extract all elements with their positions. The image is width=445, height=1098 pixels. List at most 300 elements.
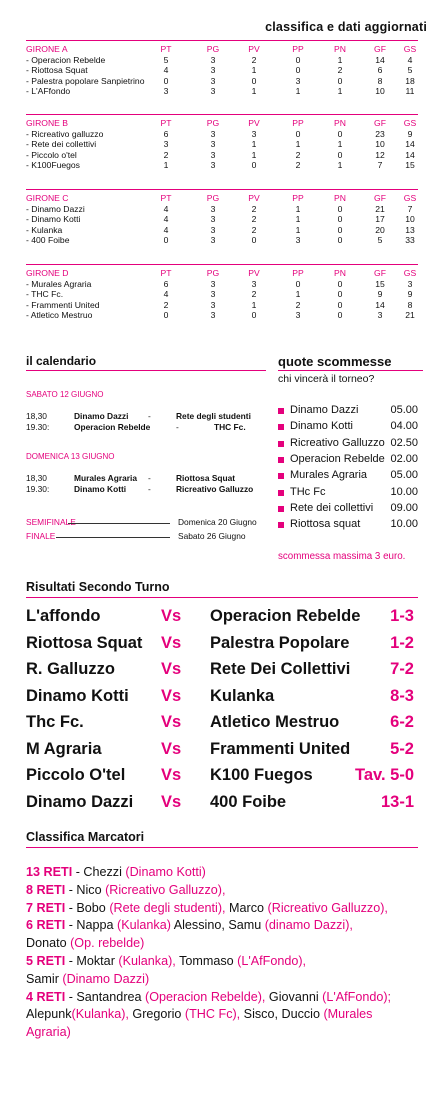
- stat-cell: 21: [375, 204, 385, 214]
- quote-row: [278, 452, 420, 467]
- result-away: K100 Fuegos: [210, 766, 313, 784]
- final-date: Domenica 20 Giugno: [178, 517, 257, 527]
- stat-cell: 15: [405, 159, 415, 170]
- scorer-team: (Kulanka),: [118, 954, 176, 968]
- header-title: classifica e dati aggiornati: [265, 20, 427, 34]
- stat-cell: 3: [295, 75, 301, 86]
- stat-cell: 5: [377, 234, 383, 245]
- stat-cell: 2: [251, 224, 257, 235]
- stat-cell: 3: [251, 279, 257, 289]
- scorer-team: (Kulanka),: [71, 1007, 129, 1022]
- stat-cell: 3: [210, 149, 216, 160]
- stat-cell: 2: [337, 65, 343, 76]
- quote-title: quote scommesse: [278, 354, 392, 369]
- match-time: 18,30: [26, 473, 47, 483]
- stat-cell: 0: [295, 129, 301, 139]
- scorer-line: [26, 900, 426, 917]
- quote-row: [278, 501, 420, 516]
- result-vs: Vs: [161, 792, 182, 811]
- group-name: GIRONE D: [26, 268, 69, 278]
- stat-cell: 3: [295, 234, 301, 245]
- scorer-name: - Nappa: [65, 918, 118, 933]
- bullet-square-icon: [278, 506, 284, 512]
- result-away: Frammenti United: [210, 739, 351, 758]
- stat-cell: 4: [163, 65, 169, 76]
- stat-cell: 0: [337, 149, 343, 160]
- scorer-team: (Ricreativo Galluzzo),: [105, 882, 226, 897]
- scorer-line: [26, 935, 426, 952]
- scorer-team: Agraria): [26, 1025, 71, 1040]
- quote-row: [278, 436, 420, 451]
- stat-cell: 0: [163, 75, 169, 86]
- column-header: PV: [248, 44, 260, 54]
- stat-cell: 15: [375, 279, 385, 289]
- stat-cell: 0: [337, 129, 343, 139]
- stat-cell: 3: [210, 75, 216, 86]
- group-divider: [26, 114, 418, 115]
- stat-cell: 3: [377, 309, 383, 320]
- column-header: GF: [374, 118, 386, 128]
- risultati-divider: [26, 597, 418, 598]
- stat-cell: 4: [407, 55, 413, 65]
- quote-odds: 05.00: [390, 469, 418, 482]
- stat-cell: 12: [375, 149, 385, 160]
- stat-cell: 0: [251, 234, 257, 245]
- stat-cell: 3: [210, 279, 216, 289]
- scorer-name: Samir: [26, 971, 63, 986]
- result-score: 7-2: [390, 660, 414, 678]
- scorer-line: [26, 971, 426, 988]
- stat-cell: 21: [405, 309, 415, 320]
- column-header: GS: [403, 118, 417, 128]
- result-vs: Vs: [161, 686, 182, 705]
- scorer-team: (Rete degli studenti),: [109, 900, 226, 915]
- result-score: 1-2: [390, 633, 414, 652]
- stat-cell: 0: [163, 234, 169, 245]
- result-row: [26, 631, 418, 655]
- scorer-team: (Op. rebelde): [70, 936, 145, 951]
- day-label: DOMENICA 13 GIUGNO: [26, 452, 115, 461]
- quote-team: Riottosa squat: [290, 518, 361, 531]
- stat-cell: 7: [407, 204, 413, 214]
- quote-row: [278, 419, 420, 434]
- match-away: Riottosa Squat: [176, 473, 236, 483]
- stat-cell: 3: [210, 129, 216, 139]
- stat-cell: 0: [163, 309, 169, 320]
- stat-cell: 3: [210, 65, 216, 76]
- stat-cell: 3: [295, 309, 301, 320]
- scorer-team: (L'AfFondo),: [237, 954, 307, 968]
- stat-cell: 1: [251, 65, 257, 76]
- goals-count: 4 RETI: [26, 989, 66, 1004]
- quote-odds: 04.00: [390, 420, 418, 433]
- stat-cell: 1: [251, 149, 257, 160]
- stat-cell: 1: [295, 204, 301, 214]
- quote-odds: 02.50: [390, 436, 418, 449]
- match-time: 18,30: [26, 411, 47, 421]
- stat-cell: 2: [295, 299, 301, 310]
- stat-cell: 0: [337, 234, 343, 245]
- quote-team: Operacion Rebelde: [290, 452, 385, 465]
- column-header: PT: [160, 44, 172, 54]
- result-vs: Vs: [161, 739, 182, 758]
- match-time: 19.30:: [26, 422, 50, 432]
- stat-cell: 10: [375, 139, 385, 150]
- stat-cell: 1: [295, 85, 301, 96]
- column-header: PG: [206, 193, 220, 203]
- scorer-team: (THC Fc),: [184, 1007, 241, 1022]
- stat-cell: 14: [375, 55, 385, 65]
- scorer-team: (dinamo Dazzi),: [264, 918, 353, 933]
- column-header: PN: [334, 268, 346, 278]
- final-label: FINALE: [26, 531, 56, 541]
- stat-cell: 0: [337, 204, 343, 214]
- stat-cell: 3: [210, 234, 216, 245]
- stat-cell: 9: [377, 289, 383, 300]
- bullet-square-icon: [278, 490, 284, 496]
- bullet-square-icon: [278, 408, 284, 414]
- stat-cell: 2: [251, 289, 257, 300]
- scorer-line: [26, 864, 426, 881]
- result-score: 13-1: [380, 792, 414, 811]
- stat-cell: 0: [337, 279, 343, 289]
- stat-cell: 3: [251, 129, 257, 139]
- scorer-name: Tommaso: [175, 954, 238, 968]
- result-score: 1-3: [390, 607, 414, 625]
- stat-cell: 1: [295, 289, 301, 300]
- quote-team: Murales Agraria: [290, 469, 368, 482]
- column-header: PG: [206, 268, 220, 278]
- team-name: - Palestra popolare Sanpietrino: [26, 75, 145, 86]
- stat-cell: 0: [337, 214, 343, 225]
- column-header: GS: [403, 44, 417, 54]
- goals-count: 6 RETI: [26, 918, 66, 933]
- quote-divider: [278, 370, 423, 371]
- stat-cell: 2: [163, 299, 169, 310]
- match-home: Operacion Rebelde: [74, 422, 151, 432]
- quote-team: Ricreativo Galluzzo: [290, 436, 385, 449]
- team-name: - Ricreativo galluzzo: [26, 129, 104, 139]
- stat-cell: 4: [163, 224, 169, 235]
- stat-cell: 2: [251, 55, 257, 65]
- scorer-team: (L'AfFondo);: [322, 989, 392, 1004]
- stat-cell: 9: [407, 129, 413, 139]
- quote-row: [278, 403, 420, 418]
- stat-cell: 1: [337, 159, 343, 170]
- result-home: Dinamo Dazzi: [26, 792, 134, 811]
- scorer-name: Donato: [26, 936, 71, 951]
- final-leader-line: [68, 523, 170, 524]
- column-header: PP: [292, 118, 304, 128]
- stat-cell: 0: [337, 299, 343, 310]
- stat-cell: 1: [295, 214, 301, 225]
- match-home: Dinamo Kotti: [74, 484, 127, 494]
- result-home: Riottosa Squat: [26, 633, 143, 652]
- stat-cell: 3: [210, 214, 216, 225]
- stat-cell: 3: [210, 309, 216, 320]
- result-row: [26, 604, 418, 628]
- stat-cell: 14: [405, 139, 415, 150]
- stat-cell: 3: [210, 85, 216, 96]
- team-name: - Atletico Mestruo: [26, 309, 93, 320]
- stat-cell: 17: [375, 214, 385, 225]
- column-header: PP: [292, 193, 304, 203]
- stat-cell: 0: [337, 75, 343, 86]
- match-separator: -: [148, 411, 151, 421]
- scorer-name: - Bobo: [65, 900, 110, 915]
- match-separator: -: [148, 473, 151, 483]
- stat-cell: 1: [295, 139, 301, 150]
- result-row: [26, 763, 418, 787]
- scorer-name: - Chezzi: [72, 865, 126, 879]
- quote-odds: 10.00: [390, 485, 418, 498]
- stat-cell: 2: [295, 159, 301, 170]
- quote-row: [278, 485, 420, 500]
- bullet-square-icon: [278, 441, 284, 447]
- bullet-square-icon: [278, 424, 284, 430]
- goals-count: 5 RETI: [26, 954, 66, 968]
- quote-team: Dinamo Kotti: [290, 420, 353, 433]
- stat-cell: 0: [337, 309, 343, 320]
- goals-count: 7 RETI: [26, 900, 66, 915]
- stat-cell: 0: [337, 289, 343, 300]
- match-home: Dinamo Dazzi: [74, 411, 129, 421]
- group-divider: [26, 189, 418, 190]
- column-header: GF: [374, 268, 386, 278]
- column-header: PP: [292, 268, 304, 278]
- result-vs: Vs: [161, 633, 182, 652]
- team-name: - L'AFfondo: [26, 85, 71, 96]
- column-header: PT: [160, 193, 172, 203]
- quote-team: THc Fc: [290, 485, 326, 498]
- risultati-title: Risultati Secondo Turno: [26, 580, 170, 594]
- stat-cell: 3: [210, 55, 216, 65]
- final-label: SEMIFINALE: [26, 517, 76, 527]
- column-header: PV: [248, 118, 260, 128]
- stat-cell: 7: [377, 159, 383, 170]
- scorer-line: [26, 882, 426, 899]
- stat-cell: 2: [251, 214, 257, 225]
- stat-cell: 6: [163, 129, 169, 139]
- goals-count: 13 RETI: [26, 865, 73, 879]
- result-home: Thc Fc.: [26, 713, 84, 731]
- quote-odds: 10.00: [390, 518, 418, 531]
- result-row: [26, 684, 418, 708]
- stat-cell: 3: [210, 224, 216, 235]
- stat-cell: 0: [337, 224, 343, 235]
- result-score: 5-2: [390, 739, 414, 758]
- result-home: L'affondo: [26, 607, 101, 625]
- match-away: THC Fc.: [214, 422, 246, 432]
- quote-odds: 09.00: [390, 501, 418, 514]
- stat-cell: 0: [251, 159, 257, 170]
- marcatori-divider: [26, 847, 418, 848]
- result-home: Dinamo Kotti: [26, 686, 129, 705]
- quote-row: [278, 517, 420, 532]
- stat-cell: 4: [163, 214, 169, 225]
- result-score: 6-2: [390, 713, 414, 731]
- stat-cell: 1: [251, 85, 257, 96]
- stat-cell: 11: [405, 85, 415, 96]
- final-leader-line: [56, 537, 170, 538]
- stat-cell: 18: [405, 75, 415, 86]
- stat-cell: 3: [210, 139, 216, 150]
- column-header: PP: [292, 44, 304, 54]
- column-header: GS: [403, 193, 417, 203]
- result-home: R. Galluzzo: [26, 660, 115, 678]
- stat-cell: 4: [163, 289, 169, 300]
- stat-cell: 1: [337, 55, 343, 65]
- stat-cell: 14: [405, 149, 415, 160]
- final-date: Sabato 26 Giugno: [178, 531, 246, 541]
- team-name: - Murales Agraria: [26, 279, 92, 289]
- team-name: - Riottosa Squat: [26, 65, 88, 76]
- stat-cell: 0: [251, 309, 257, 320]
- stat-cell: 20: [375, 224, 385, 235]
- result-vs: Vs: [161, 766, 182, 784]
- team-name: - Rete dei collettivi: [26, 139, 97, 150]
- team-name: - Operacion Rebelde: [26, 55, 106, 65]
- column-header: PN: [334, 44, 346, 54]
- scorer-line: [26, 1024, 426, 1041]
- scorer-team: (Ricreativo Galluzzo),: [267, 900, 388, 915]
- result-vs: Vs: [161, 660, 182, 678]
- group-divider: [26, 40, 418, 41]
- column-header: PV: [248, 268, 260, 278]
- match-separator: -: [176, 422, 179, 432]
- stat-cell: 3: [210, 289, 216, 300]
- stat-cell: 33: [405, 234, 415, 245]
- scorer-team: (Operacion Rebelde),: [145, 989, 266, 1004]
- stat-cell: 0: [295, 55, 301, 65]
- result-vs: Vs: [161, 607, 182, 625]
- match-home: Murales Agraria: [74, 473, 137, 483]
- stat-cell: 6: [163, 279, 169, 289]
- stat-cell: 2: [251, 204, 257, 214]
- result-row: [26, 790, 418, 814]
- stat-cell: 3: [163, 85, 169, 96]
- scorer-team: (Dinamo Dazzi): [62, 971, 150, 986]
- stat-cell: 2: [295, 149, 301, 160]
- column-header: PN: [334, 118, 346, 128]
- stat-cell: 5: [407, 65, 413, 76]
- quote-odds: 05.00: [390, 404, 418, 416]
- stat-cell: 3: [210, 299, 216, 310]
- column-header: PT: [160, 268, 172, 278]
- stat-cell: 8: [377, 75, 383, 86]
- stat-cell: 8: [407, 299, 413, 310]
- quote-odds: 02.00: [390, 452, 418, 465]
- team-name: - Dinamo Dazzi: [26, 204, 85, 214]
- column-header: PG: [206, 44, 220, 54]
- result-home: Piccolo O'tel: [26, 766, 126, 784]
- stat-cell: 3: [210, 204, 216, 214]
- result-score: Tav. 5-0: [355, 766, 414, 784]
- match-away: Ricreativo Galluzzo: [176, 484, 254, 494]
- column-header: PT: [160, 118, 172, 128]
- column-header: PG: [206, 118, 220, 128]
- stat-cell: 1: [337, 85, 343, 96]
- result-home: M Agraria: [26, 739, 102, 758]
- stat-cell: 10: [375, 85, 385, 96]
- team-name: - Kulanka: [26, 224, 63, 235]
- scorer-team: (Murales: [323, 1007, 373, 1022]
- result-away: 400 Foibe: [210, 792, 287, 811]
- stat-cell: 1: [251, 299, 257, 310]
- result-away: Atletico Mestruo: [210, 713, 340, 731]
- stat-cell: 3: [407, 279, 413, 289]
- column-header: GF: [374, 193, 386, 203]
- column-header: PN: [334, 193, 346, 203]
- quote-subtitle: chi vincerà il torneo?: [278, 373, 375, 385]
- group-divider: [26, 264, 418, 265]
- match-away: Rete degli studenti: [176, 411, 251, 421]
- team-name: - Frammenti United: [26, 299, 100, 310]
- scorer-name: Sisco, Duccio: [240, 1007, 324, 1022]
- stat-cell: 3: [210, 159, 216, 170]
- stat-cell: 0: [251, 75, 257, 86]
- stat-cell: 5: [163, 55, 169, 65]
- calendario-divider: [26, 370, 266, 371]
- stat-cell: 1: [337, 139, 343, 150]
- column-header: PV: [248, 193, 260, 203]
- day-label: SABATO 12 GIUGNO: [26, 390, 104, 399]
- group-name: GIRONE B: [26, 118, 69, 128]
- stat-cell: 0: [295, 65, 301, 76]
- scorer-name: Alessino, Samu: [170, 918, 265, 933]
- team-name: - 400 Foibe: [26, 234, 70, 245]
- result-row: [26, 737, 418, 761]
- stat-cell: 1: [251, 139, 257, 150]
- scorer-name: Gregorio: [128, 1007, 185, 1022]
- team-name: - Piccolo o'tel: [26, 149, 77, 160]
- stat-cell: 1: [163, 159, 169, 170]
- stat-cell: 3: [163, 139, 169, 150]
- stat-cell: 9: [407, 289, 413, 300]
- stat-cell: 4: [163, 204, 169, 214]
- scorer-line: [26, 917, 426, 934]
- bullet-square-icon: [278, 457, 284, 463]
- scorer-line: [26, 953, 426, 970]
- quote-row: [278, 468, 420, 483]
- group-name: GIRONE A: [26, 44, 68, 54]
- calendario-title: il calendario: [26, 354, 97, 368]
- result-score: 8-3: [390, 686, 414, 705]
- scorer-name: - Moktar: [65, 954, 119, 968]
- scorer-line: [26, 989, 426, 1006]
- stat-cell: 6: [377, 65, 383, 76]
- scorer-name: Alepunk: [26, 1007, 72, 1022]
- result-away: Operacion Rebelde: [210, 607, 361, 625]
- result-vs: Vs: [161, 713, 182, 731]
- stat-cell: 23: [375, 129, 385, 139]
- scorer-name: - Nico: [65, 882, 106, 897]
- stat-cell: 14: [375, 299, 385, 310]
- stat-cell: 1: [295, 224, 301, 235]
- quote-team: Rete dei collettivi: [290, 501, 374, 514]
- match-time: 19.30:: [26, 484, 50, 494]
- scorer-name: Giovanni: [265, 989, 323, 1004]
- quote-team: Dinamo Dazzi: [290, 404, 359, 416]
- stat-cell: 10: [405, 214, 415, 225]
- result-away: Palestra Popolare: [210, 633, 350, 652]
- result-away: Rete Dei Collettivi: [210, 660, 351, 678]
- column-header: GS: [403, 268, 417, 278]
- goals-count: 8 RETI: [26, 882, 66, 897]
- scorer-line: [26, 1006, 426, 1023]
- team-name: - Dinamo Kotti: [26, 214, 81, 225]
- scorer-name: - Santandrea: [65, 989, 146, 1004]
